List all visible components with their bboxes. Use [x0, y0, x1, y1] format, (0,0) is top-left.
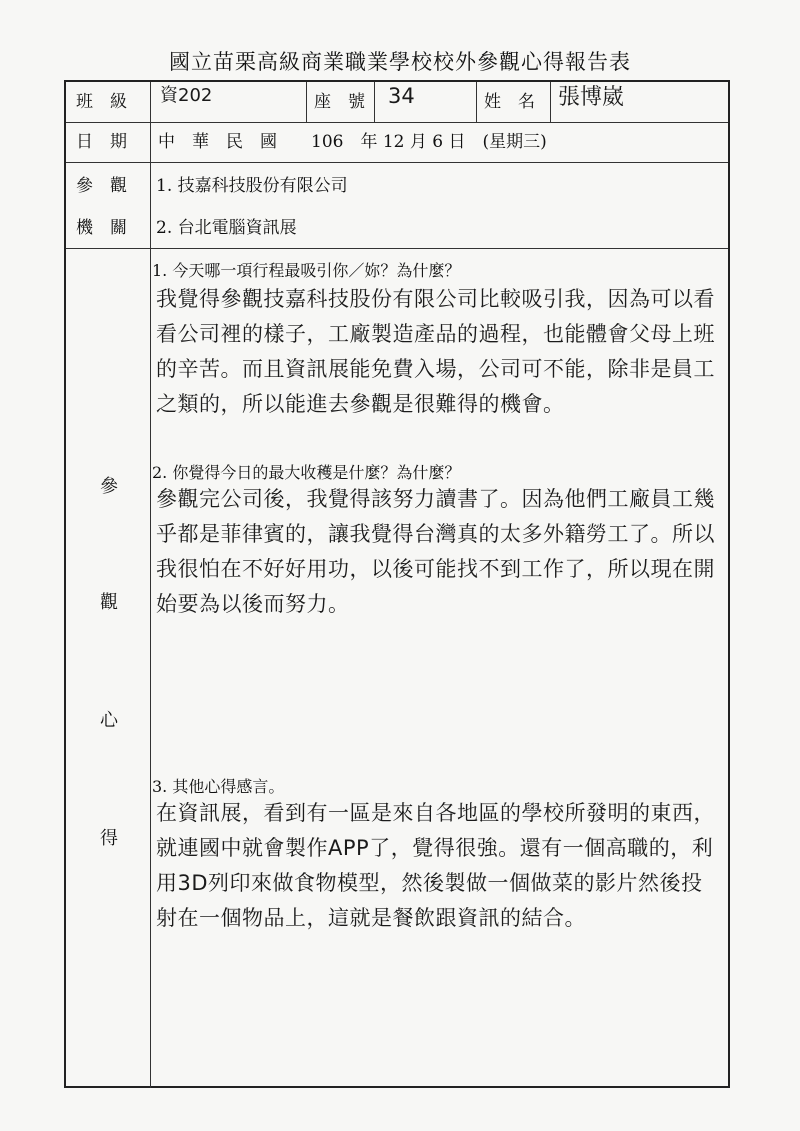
side-char-xin: 心	[100, 710, 118, 731]
visit-item-1: 1. 技嘉科技股份有限公司	[156, 176, 348, 196]
side-char-guan: 觀	[100, 592, 118, 613]
class-label: 班 級	[76, 92, 127, 112]
column-divider	[476, 82, 477, 122]
question-3: 3. 其他心得感言。	[152, 777, 285, 796]
row-divider	[66, 248, 728, 249]
side-char-can: 參	[100, 476, 118, 497]
name-label: 姓 名	[484, 92, 535, 112]
side-char-de: 得	[100, 828, 118, 849]
column-divider	[374, 82, 375, 122]
report-form	[64, 80, 730, 1088]
row-divider	[66, 122, 728, 123]
visit-label-1: 參 觀	[76, 176, 127, 196]
answer-1: 我覺得參觀技嘉科技股份有限公司比較吸引我，因為可以看看公司裡的樣子，工廠製造產品的過程，也能體會父母上班的辛苦。而且資訊展能免費入場，公司可不能，除非是員工之類的，所以能進去參觀是很難得的機會。	[156, 287, 715, 416]
date-value: 中 華 民 國 106 年 12 月 6 日 (星期三)	[158, 132, 547, 152]
answer-2: 參觀完公司後，我覺得該努力讀書了。因為他們工廠員工幾乎都是菲律賓的，讓我覺得台灣真的太多外籍勞工了。所以我很怕在不好好用功，以後可能找不到工作了，所以現在開始要為以後而努力。	[156, 487, 715, 616]
date-label: 日 期	[76, 132, 127, 152]
seat-label: 座 號	[314, 92, 365, 112]
column-divider	[150, 82, 151, 1088]
question-2: 2. 你覺得今日的最大收穫是什麼？為什麼？	[152, 463, 461, 482]
class-value: 資202	[160, 85, 213, 106]
name-value: 張博崴	[558, 85, 625, 110]
seat-value: 34	[388, 84, 415, 108]
question-1: 1. 今天哪一項行程最吸引你／妳？為什麼？	[152, 261, 461, 280]
visit-item-2: 2. 台北電腦資訊展	[156, 218, 297, 238]
row-divider	[66, 162, 728, 163]
column-divider	[306, 82, 307, 122]
column-divider	[550, 82, 551, 122]
visit-label-2: 機 關	[76, 218, 127, 238]
page-title: 國立苗栗高級商業職業學校校外參觀心得報告表	[169, 50, 631, 74]
answer-3: 在資訊展，看到有一區是來自各地區的學校所發明的東西，就連國中就會製作APP了，覺得很強。還有一個高職的，利用3D列印來做食物模型，然後製做一個做菜的影片然後投射在一個物品上，這就是餐飲跟資訊的結合。	[156, 801, 715, 930]
